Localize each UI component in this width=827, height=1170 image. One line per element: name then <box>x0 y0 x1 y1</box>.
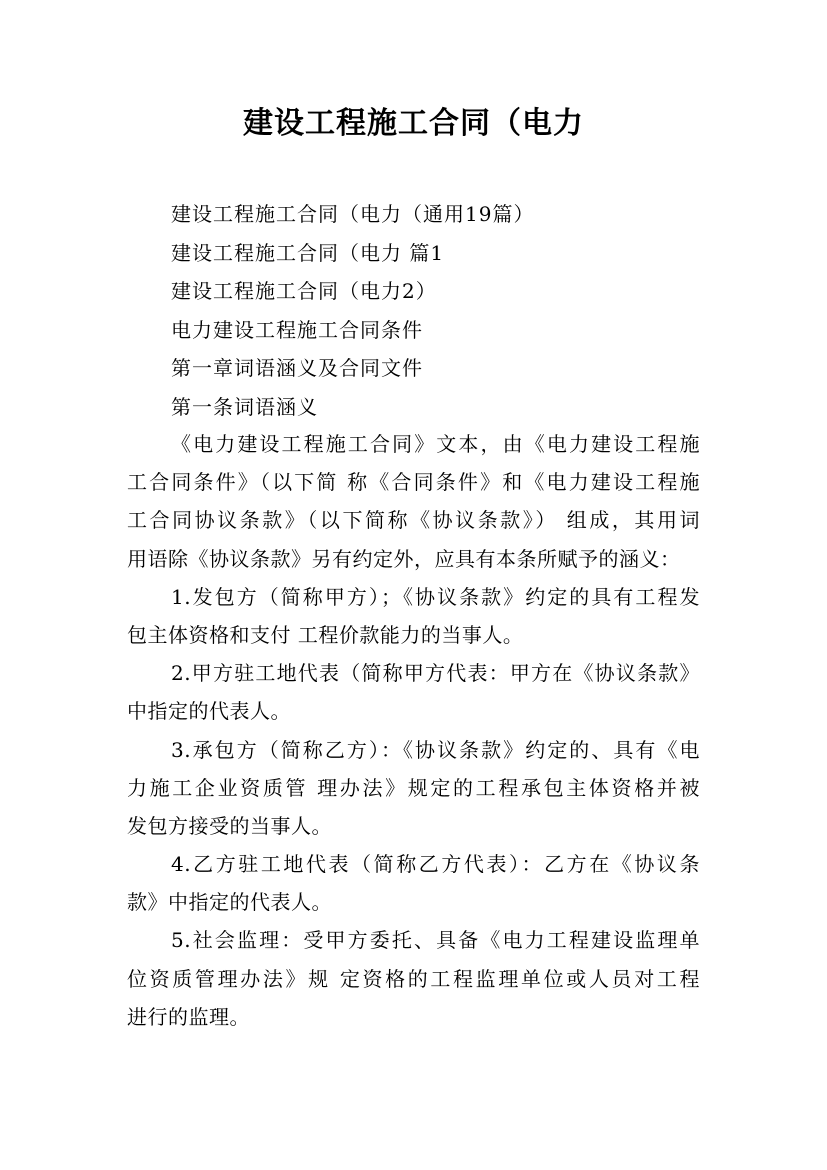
body-line: 进行的监理。 <box>127 1004 250 1029</box>
body-line: 5.社会监理：受甲方委托、具备《电力工程建设监理单 <box>171 928 700 953</box>
document-title: 建设工程施工合同（电力 <box>243 106 584 141</box>
toc-item: 建设工程施工合同（电力2） <box>171 279 437 303</box>
toc-item: 建设工程施工合同（电力 篇1 <box>171 240 445 265</box>
body-line: 用语除《协议条款》另有约定外，应具有本条所赋予的涵义： <box>127 546 681 571</box>
toc-item: 电力建设工程施工合同条件 <box>171 317 423 342</box>
toc-item: 第一章词语涵义及合同文件 <box>171 356 423 380</box>
body-line: 1.发包方（简称甲方）；《协议条款》约定的具有工程发 <box>171 584 700 609</box>
body-line: 发包方接受的当事人。 <box>127 813 332 838</box>
document-body <box>127 425 700 1036</box>
table-of-contents <box>171 195 534 426</box>
toc-item: 建设工程施工合同（电力（通用19篇） <box>171 202 535 226</box>
body-line: 工合同条件》（以下简 称《合同条件》和《电力建设工程施 <box>127 470 700 495</box>
body-line: 包主体资格和支付 工程价款能力的当事人。 <box>127 622 524 647</box>
body-line: 《电力建设工程施工合同》文本，由《电力建设工程施 <box>171 432 700 456</box>
toc-item: 第一条词语涵义 <box>171 394 318 419</box>
body-line: 款》中指定的代表人。 <box>127 890 332 915</box>
body-line: 位资质管理办法》规 定资格的工程监理单位或人员对工程 <box>127 966 700 991</box>
body-line: 力施工企业资质管 理办法》规定的工程承包主体资格并被 <box>127 775 700 800</box>
body-line: 3.承包方（简称乙方）：《协议条款》约定的、具有《电 <box>171 737 700 762</box>
body-line: 2.甲方驻工地代表（简称甲方代表：甲方在《协议条款》 <box>171 661 700 686</box>
body-line: 工合同协议条款》（以下简称《协议条款》） 组成，其用词 <box>127 508 700 533</box>
body-line: 中指定的代表人。 <box>127 699 291 724</box>
body-line: 4.乙方驻工地代表（简称乙方代表）：乙方在《协议条 <box>171 852 700 877</box>
